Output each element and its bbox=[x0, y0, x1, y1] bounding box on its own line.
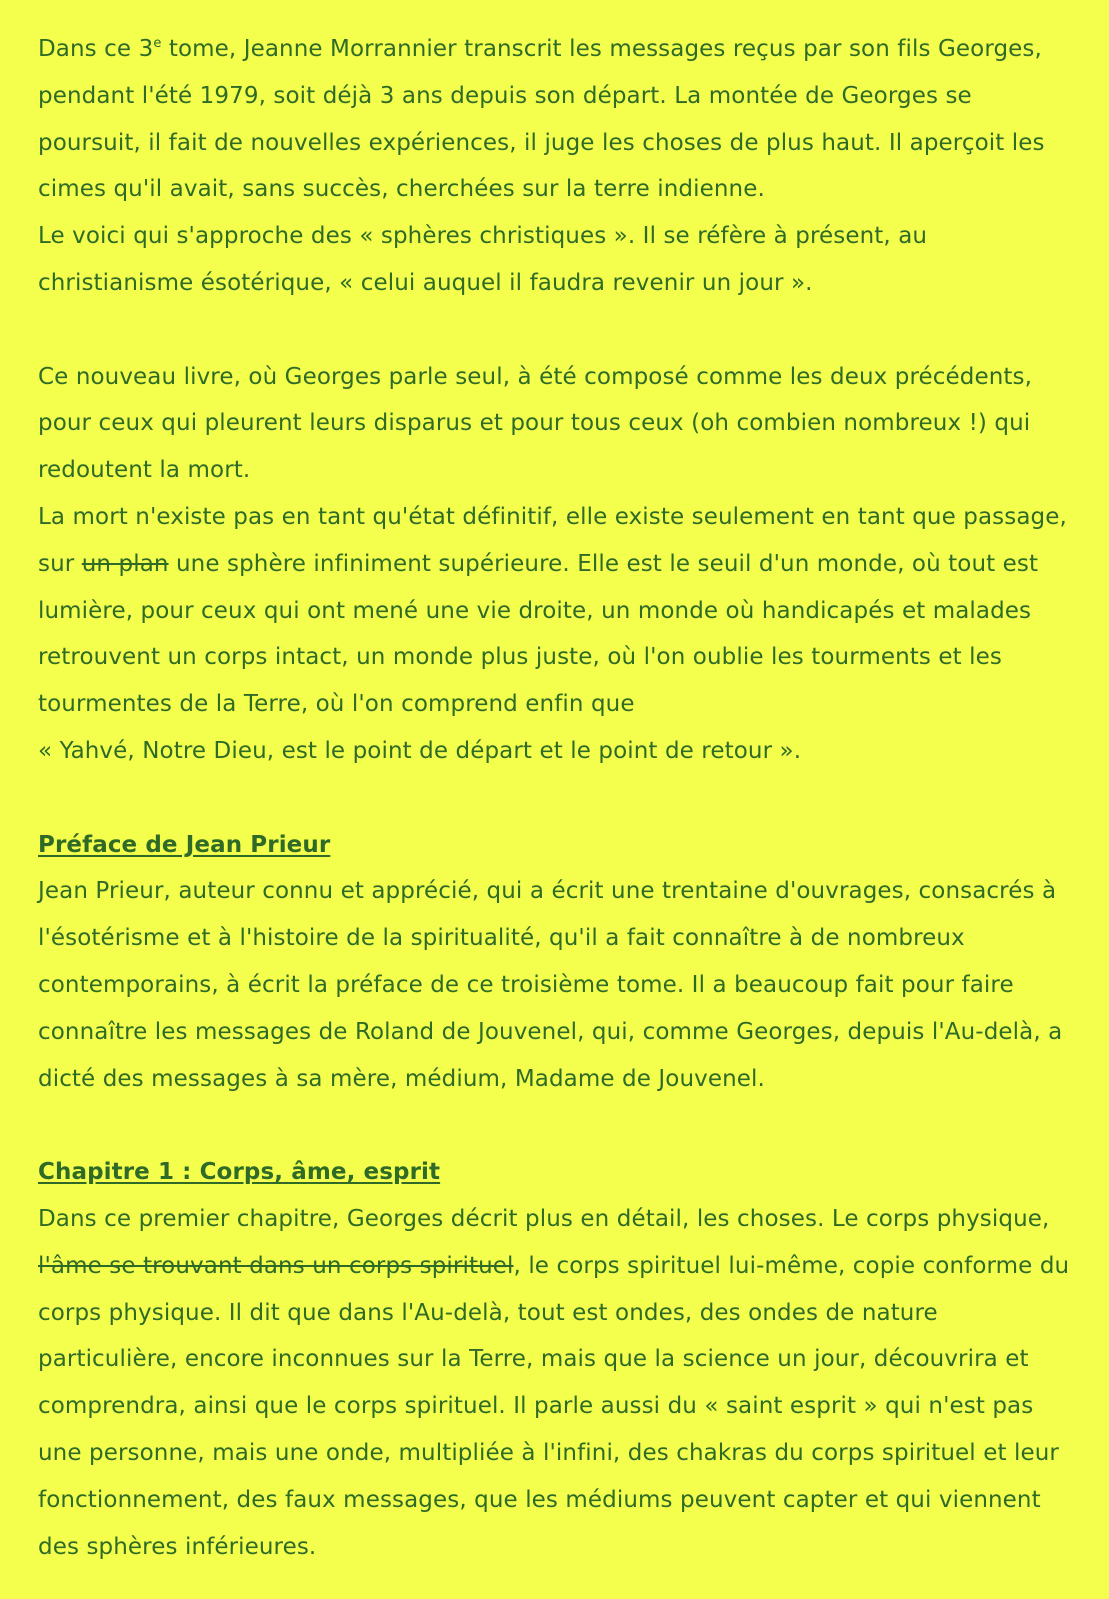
intro-text-rest: tome, Jeanne Morrannier transcrit les messages reçus par son fils Georges, pendant l'été 1979, soit déjà 3 ans depuis son départ. La montée de Georges se poursuit, il fait de nouvelles expériences, il juge les choses de plus haut. Il aperçoit les cimes qu'il avait, sans succès, cherchées sur la terre indienne. bbox=[38, 36, 1045, 203]
chapter-1-text-start: Dans ce premier chapitre, Georges décrit plus en détail, les choses. Le corps physique, bbox=[38, 1205, 1050, 1232]
preface-heading: Préface de Jean Prieur bbox=[38, 831, 331, 858]
chapter-1-heading: Chapitre 1 : Corps, âme, esprit bbox=[38, 1159, 441, 1186]
chapter-1-text-rest: , le corps spirituel lui-même, copie conforme du corps physique. Il dit que dans l'Au-delà, tout est ondes, des ondes de nature particulière, encore inconnues sur la Terre, mais que la science un jour, découvrira et comprendra, ainsi que le corps spirituel. Il parle aussi du « saint esprit » qui n'est pas une personne, mais une onde, multipliée à l'infini, des chakras du corps spirituel et leur fonctionnement, des faux messages, que les médiums peuvent capter et qui viennent des sphères inférieures. bbox=[38, 1252, 1070, 1560]
intro-text-start: Dans ce 3 bbox=[38, 36, 154, 62]
paragraph-gap bbox=[38, 1102, 1079, 1149]
struck-through-text: l'âme se trouvant dans un corps spirituel bbox=[38, 1252, 514, 1279]
death-paragraph bbox=[38, 494, 1079, 728]
new-book-paragraph: Ce nouveau livre, où Georges parle seul, à été composé comme les deux précédents, pour ceux qui pleurent leurs disparus et pour tous ceux (oh combien nombreux !) qui redoutent la mort. bbox=[38, 363, 1033, 484]
chapter-1-paragraph bbox=[38, 1196, 1079, 1570]
paragraph-gap bbox=[38, 307, 1079, 354]
paragraph-gap bbox=[38, 775, 1079, 822]
death-text-start: La mort n'existe pas en tant qu'état définitif, elle existe seulement en tant que passage, sur bbox=[38, 503, 1067, 577]
yahve-quote-line: « Yahvé, Notre Dieu, est le point de départ et le point de retour ». bbox=[38, 737, 802, 764]
death-text-rest: une sphère infiniment supérieure. Elle est le seuil d'un monde, où tout est lumière, pour ceux qui ont mené une vie droite, un monde où handicapés et malades retrouvent un corps intact, un monde plus juste, où l'on oublie les tourments et les tourmentes de la Terre, où l'on comprend enfin que bbox=[38, 550, 1039, 718]
ordinal-superscript: e bbox=[153, 36, 162, 51]
christic-spheres-paragraph: Le voici qui s'approche des « sphères christiques ». Il se réfère à présent, au christianisme ésotérique, « celui auquel il faudra revenir un jour ». bbox=[38, 223, 928, 296]
struck-through-text: un plan bbox=[81, 550, 169, 577]
preface-paragraph: Jean Prieur, auteur connu et apprécié, qui a écrit une trentaine d'ouvrages, consacrés à l'ésotérisme et à l'histoire de la spiritualité, qu'il a fait connaître à de nombreux contemporains, à écrit la préface de ce troisième tome. Il a beaucoup fait pour faire connaître les messages de Roland de Jouvenel, qui, comme Georges, depuis l'Au-delà, a dicté des messages à sa mère, médium, Madame de Jouvenel. bbox=[38, 878, 1063, 1092]
intro-paragraph bbox=[38, 26, 1079, 213]
